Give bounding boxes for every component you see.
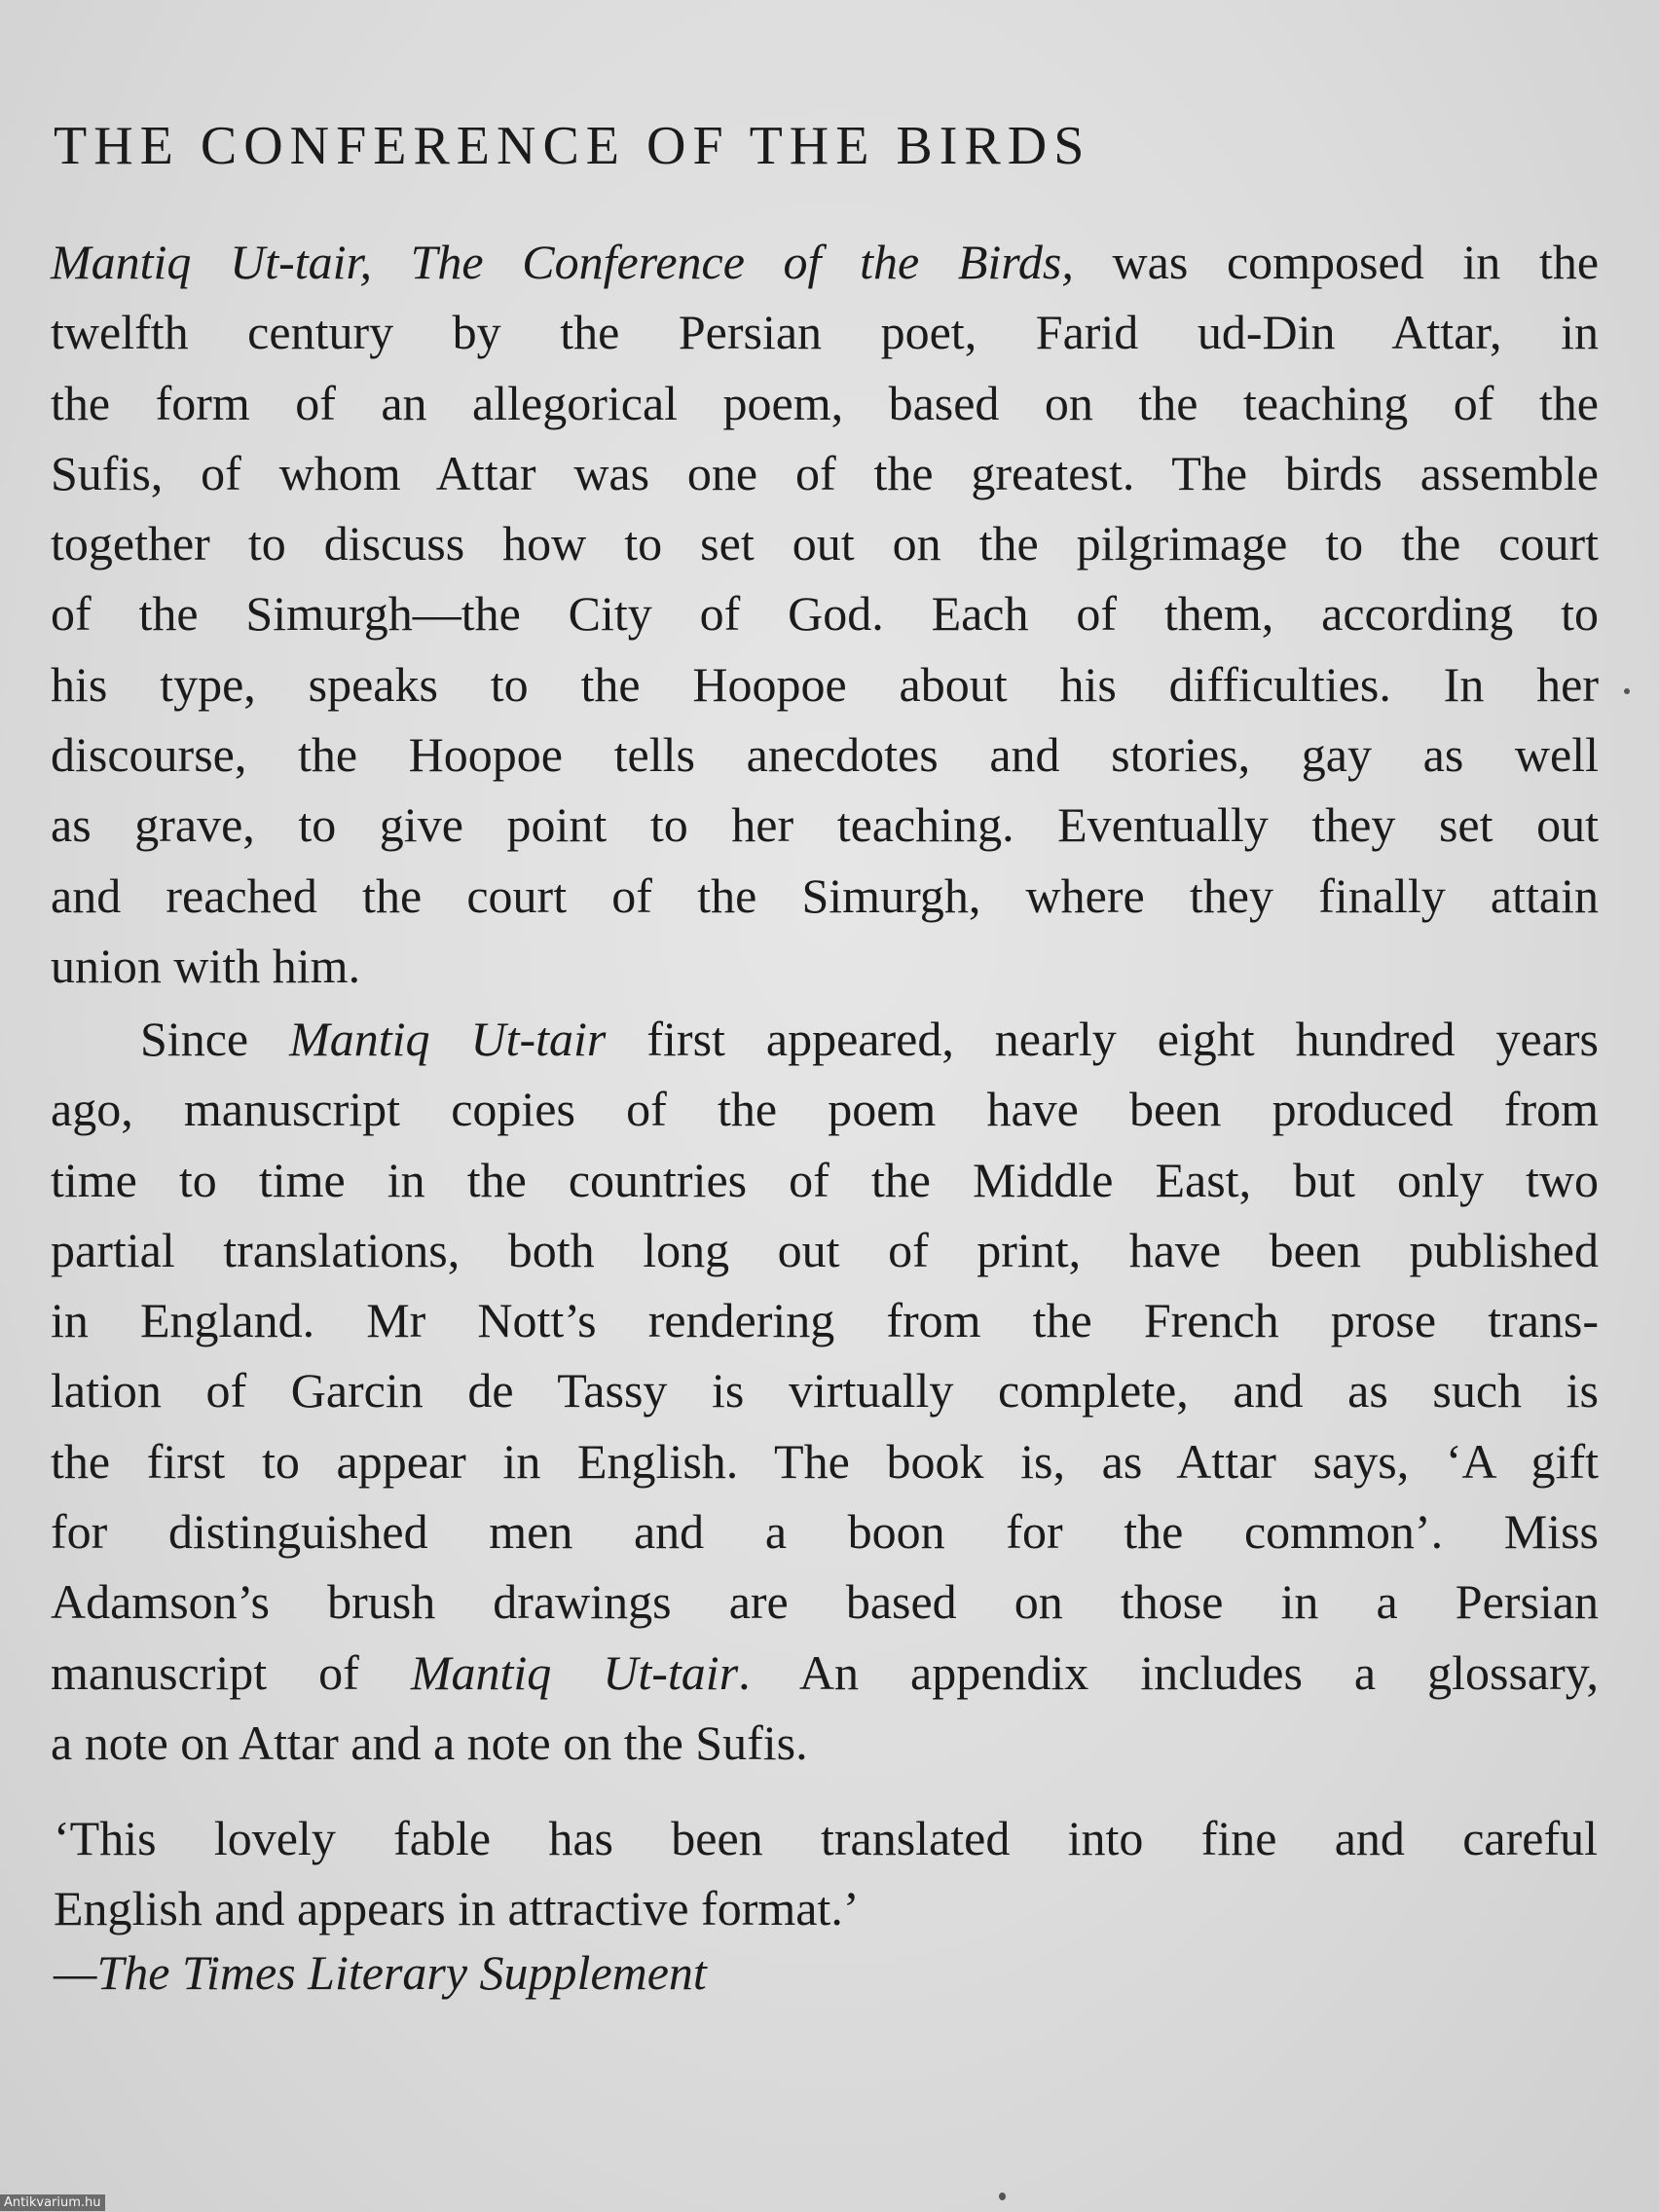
text-line: in England. Mr Nott’s rendering from the French prose trans- <box>51 1293 1599 1348</box>
text-line: for distinguished men and a boon for the common’. Miss <box>51 1504 1599 1560</box>
text-span: was composed in the <box>1073 235 1600 289</box>
page-title: THE CONFERENCE OF THE BIRDS <box>54 116 1091 176</box>
text-line: his type, speaks to the Hoopoe about his difficulties. In her <box>51 656 1599 712</box>
text-line: a note on Attar and a note on the Sufis. <box>51 1714 808 1770</box>
book-title-italic: Mantiq Ut-tair <box>410 1644 739 1700</box>
text-line <box>51 227 1599 297</box>
text-line: lation of Garcin de Tassy is virtually complete, and as such is <box>51 1363 1599 1419</box>
review-quote <box>54 1803 1598 1944</box>
text-line: ago, manuscript copies of the poem have been produced from <box>51 1082 1599 1137</box>
text-line: and reached the court of the Simurgh, where they finally attain <box>51 867 1599 923</box>
text-line: as grave, to give point to her teaching. Eventually they set out <box>51 797 1599 853</box>
text-line: the first to appear in English. The book is, as Attar says, ‘A gift <box>51 1433 1599 1489</box>
text-line <box>51 1004 1599 1074</box>
text-span: manuscript of <box>51 1644 411 1700</box>
text-line: twelfth century by the Persian poet, Farid ud-Din Attar, in <box>51 305 1599 360</box>
text-line: Adamson’s brush drawings are based on those in a Persian <box>51 1574 1599 1630</box>
dust-speck <box>999 2193 1006 2200</box>
book-title-italic: Mantiq Ut-tair <box>289 1012 607 1066</box>
text-line: together to discuss how to set out on the pilgrimage to the court <box>51 516 1599 571</box>
text-line <box>51 1638 1599 1708</box>
text-line: partial translations, both long out of print, have been published <box>51 1222 1599 1277</box>
text-line: discourse, the Hoopoe tells anecdotes and stories, gay as well <box>51 727 1599 783</box>
text-span: first appeared, nearly eight hundred years <box>606 1012 1599 1066</box>
book-title-italic: Mantiq Ut-tair, The Conference of the Birds, <box>51 235 1074 289</box>
text-line: time to time in the countries of the Middle East, but only two <box>51 1152 1599 1207</box>
description-paragraph-2 <box>51 1004 1599 1778</box>
text-line: English and appears in attractive format.’ <box>54 1881 860 1936</box>
text-line: ‘This lovely fable has been translated into fine and careful <box>54 1811 1598 1865</box>
dust-speck <box>1624 688 1630 694</box>
text-line: the form of an allegorical poem, based on the teaching of the <box>51 375 1599 430</box>
text-span: . An appendix includes a glossary, <box>738 1644 1599 1700</box>
watermark: Antikvarium.hu <box>0 2194 105 2211</box>
text-line: of the Simurgh—the City of God. Each of them, according to <box>51 586 1599 642</box>
text-line: Sufis, of whom Attar was one of the greatest. The birds assemble <box>51 445 1599 500</box>
text-line: union with him. <box>51 938 361 993</box>
quote-attribution: —The Times Literary Supplement <box>54 1945 707 2000</box>
text-span: Since <box>140 1012 290 1066</box>
description-paragraph-1 <box>51 227 1599 1001</box>
